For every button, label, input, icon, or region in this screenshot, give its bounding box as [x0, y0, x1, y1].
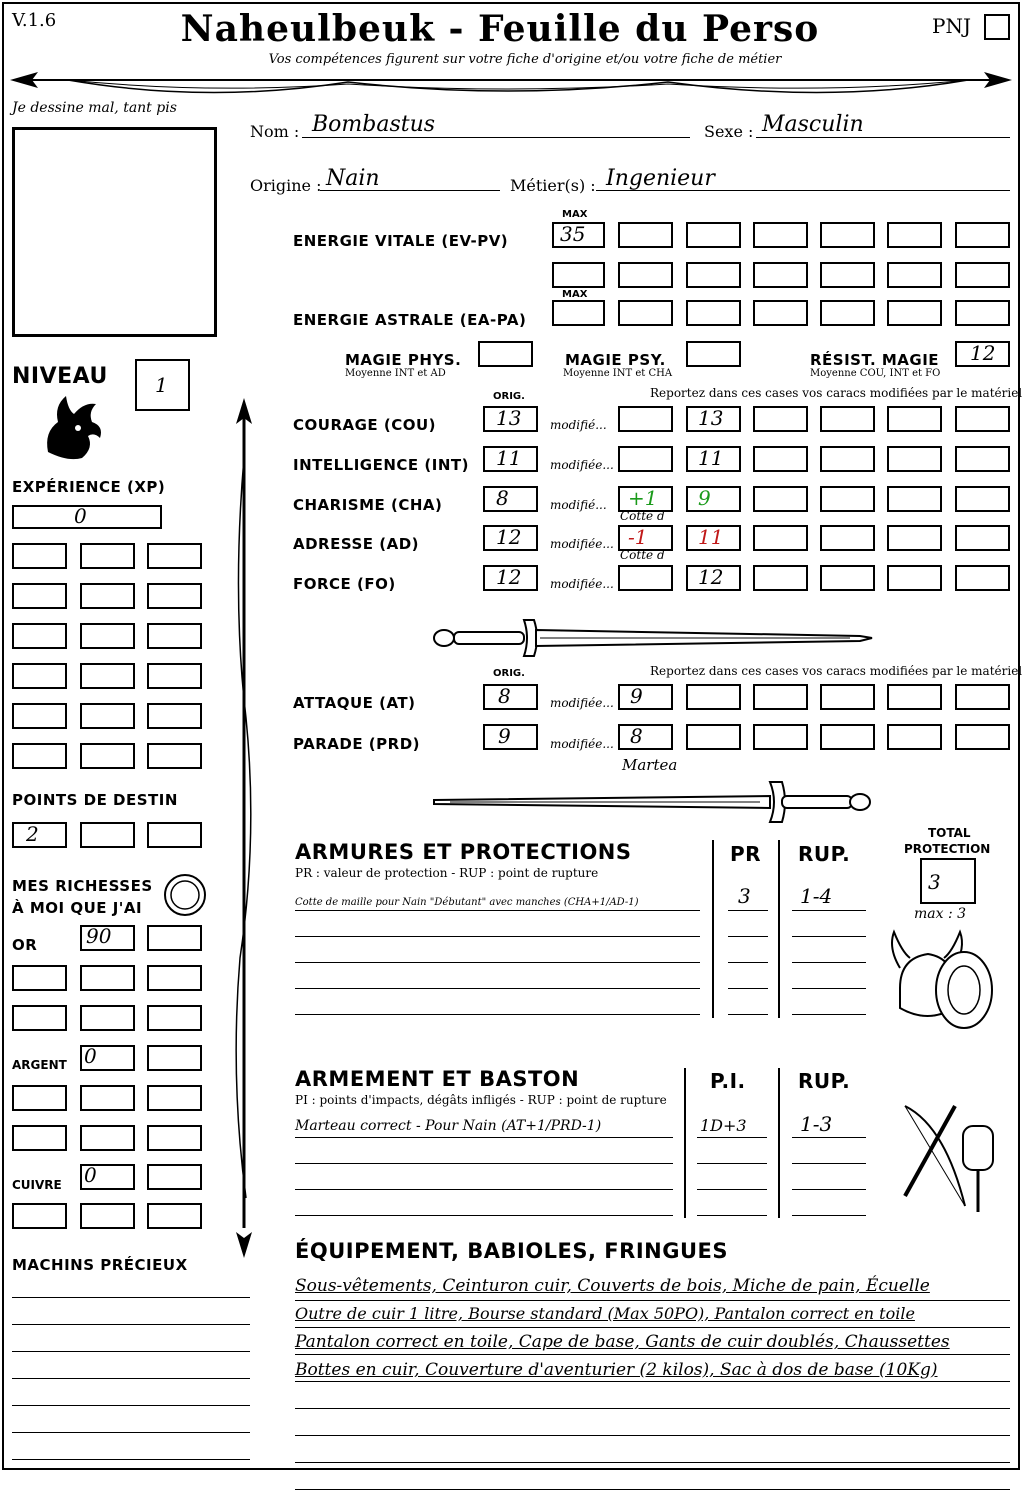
- ea-box[interactable]: [887, 300, 942, 326]
- weapons-icon: [885, 1096, 1007, 1216]
- armure-rup-line[interactable]: [792, 962, 866, 963]
- armement-title: ARMEMENT ET BASTON: [295, 1067, 580, 1091]
- pnj-label: PNJ: [932, 14, 971, 38]
- total-protection-max: max : 3: [914, 906, 967, 922]
- combat-extra-box[interactable]: [887, 684, 942, 710]
- sword-icon: [430, 614, 875, 660]
- at-mod-text: modifiée...: [550, 696, 614, 710]
- metier-label: Métier(s) :: [510, 176, 596, 195]
- carac-delta-value: +1: [628, 486, 658, 510]
- arme-item[interactable]: Marteau correct - Pour Nain (AT+1/PRD-1): [295, 1118, 602, 1134]
- combat-extra-box[interactable]: [686, 684, 741, 710]
- carac-orig-value: 12: [496, 525, 522, 549]
- ev-box[interactable]: [955, 222, 1010, 248]
- magie-phys-label: MAGIE PHYS.: [345, 351, 462, 369]
- carac-label: COURAGE (COU): [293, 416, 437, 434]
- money-box[interactable]: [80, 1125, 135, 1151]
- at-mod-value: 9: [630, 684, 643, 708]
- xp-grid-box[interactable]: [12, 663, 67, 689]
- total-protection-value: 3: [928, 870, 941, 894]
- equip-line[interactable]: [295, 1435, 1010, 1436]
- machins-line[interactable]: [12, 1378, 250, 1379]
- pi-header: P.I.: [710, 1069, 746, 1093]
- carac-orig-value: 8: [496, 486, 509, 510]
- carac-delta-box[interactable]: [618, 565, 673, 591]
- caracs-report-note: Reportez dans ces cases vos caracs modifiées par le matériel: [650, 386, 1023, 400]
- caracs-orig-label: ORIG.: [493, 391, 525, 402]
- origine-label: Origine :: [250, 176, 322, 195]
- or-value: 90: [86, 924, 112, 948]
- carac-extra-box[interactable]: [753, 446, 808, 472]
- at-orig-value: 8: [498, 684, 511, 708]
- carac-extra-box[interactable]: [820, 406, 875, 432]
- machins-line[interactable]: [12, 1432, 250, 1433]
- ev-box[interactable]: [552, 262, 605, 288]
- carac-extra-box[interactable]: [887, 446, 942, 472]
- carac-delta-note: Cotte d: [620, 509, 665, 523]
- combat-extra-box[interactable]: [753, 684, 808, 710]
- carac-extra-box[interactable]: [753, 525, 808, 551]
- carac-extra-box[interactable]: [820, 446, 875, 472]
- xp-grid-box[interactable]: [80, 703, 135, 729]
- carac-label: INTELLIGENCE (INT): [293, 456, 469, 474]
- money-box[interactable]: [147, 965, 202, 991]
- xp-grid-box[interactable]: [12, 703, 67, 729]
- magie-phys-note: Moyenne INT et AD: [345, 368, 446, 379]
- money-box[interactable]: [147, 1203, 202, 1229]
- carac-final-box[interactable]: [686, 486, 741, 512]
- armure-rup-line[interactable]: [792, 936, 866, 937]
- carac-final-value: 11: [698, 446, 724, 470]
- ev-box[interactable]: [887, 222, 942, 248]
- destin-value: 2: [26, 822, 39, 846]
- combat-extra-box[interactable]: [820, 684, 875, 710]
- spear-divider-icon: [8, 64, 1014, 104]
- combat-extra-box[interactable]: [955, 684, 1010, 710]
- carac-extra-box[interactable]: [955, 446, 1010, 472]
- xp-value: 0: [74, 504, 87, 528]
- xp-grid-box[interactable]: [147, 743, 202, 769]
- carac-delta-box[interactable]: [618, 446, 673, 472]
- or-box-2[interactable]: [147, 925, 202, 951]
- ev-box[interactable]: [753, 222, 808, 248]
- prd-mod-text: modifiée...: [550, 737, 614, 751]
- machins-line[interactable]: [12, 1351, 250, 1352]
- portrait-caption: Je dessine mal, tant pis: [12, 100, 177, 116]
- niveau-label: NIVEAU: [12, 364, 108, 389]
- armement-divider-2: [778, 1068, 780, 1218]
- arme-rup-line[interactable]: [792, 1137, 866, 1138]
- armure-item-rup[interactable]: 1-4: [800, 884, 833, 908]
- carac-delta-value: -1: [628, 525, 648, 549]
- prd-mod-value: 8: [630, 724, 643, 748]
- arme-item-rup[interactable]: 1-3: [800, 1112, 833, 1136]
- armure-pr-line[interactable]: [728, 962, 768, 963]
- sheet-title: Naheulbeuk - Feuille du Perso: [180, 8, 820, 50]
- magie-psy-note: Moyenne INT et CHA: [563, 368, 673, 379]
- arme-pi-line[interactable]: [697, 1163, 767, 1164]
- ev-box[interactable]: [887, 262, 942, 288]
- nom-value[interactable]: Bombastus: [312, 112, 436, 137]
- carac-extra-box[interactable]: [820, 486, 875, 512]
- carac-delta-box[interactable]: [618, 406, 673, 432]
- carac-orig-box[interactable]: [483, 486, 538, 512]
- ev-box[interactable]: [820, 222, 875, 248]
- or-label: OR: [12, 936, 38, 954]
- magie-psy-label: MAGIE PSY.: [565, 351, 666, 369]
- carac-orig-value: 13: [496, 406, 522, 430]
- prd-label: PARADE (PRD): [293, 735, 421, 753]
- xp-grid-box[interactable]: [80, 583, 135, 609]
- carac-mod-text: modifié...: [550, 418, 607, 432]
- machins-line[interactable]: [12, 1324, 250, 1325]
- ea-box[interactable]: [820, 300, 875, 326]
- money-box[interactable]: [80, 1085, 135, 1111]
- armures-divider-1: [712, 840, 714, 1018]
- machins-line[interactable]: [12, 1297, 250, 1298]
- sexe-value[interactable]: Masculin: [762, 112, 864, 137]
- ev-box[interactable]: [686, 262, 741, 288]
- money-box[interactable]: [12, 1125, 67, 1151]
- carac-orig-value: 12: [496, 565, 522, 589]
- armure-item[interactable]: Cotte de maille pour Nain "Débutant" avec manches (CHA+1/AD-1): [295, 897, 639, 908]
- machins-line[interactable]: [12, 1459, 250, 1460]
- equip-line-text[interactable]: Pantalon correct en toile, Cape de base, Gants de cuir doublés, Chaussettes: [295, 1332, 950, 1352]
- ev-box[interactable]: [618, 262, 673, 288]
- armement-rup-header: RUP.: [798, 1069, 851, 1093]
- metier-underline: [596, 190, 1010, 191]
- combat-orig-label: ORIG.: [493, 668, 525, 679]
- ev-max-value: 35: [560, 222, 586, 246]
- armure-pr-line[interactable]: [728, 936, 768, 937]
- carac-extra-box[interactable]: [955, 525, 1010, 551]
- machins-line[interactable]: [12, 1405, 250, 1406]
- money-box[interactable]: [80, 965, 135, 991]
- xp-grid-box[interactable]: [80, 623, 135, 649]
- equip-line[interactable]: [295, 1300, 1010, 1301]
- arme-rup-line[interactable]: [792, 1215, 866, 1216]
- carac-label: ADRESSE (AD): [293, 535, 420, 553]
- niveau-value: 1: [155, 373, 168, 397]
- destin-box-3[interactable]: [147, 822, 202, 848]
- equipement-title: ÉQUIPEMENT, BABIOLES, FRINGUES: [295, 1239, 728, 1263]
- ea-box[interactable]: [753, 300, 808, 326]
- carac-final-value: 11: [698, 525, 724, 549]
- ev-max-label: MAX: [562, 209, 588, 220]
- ea-max-label: MAX: [562, 289, 588, 300]
- carac-extra-box[interactable]: [753, 565, 808, 591]
- armure-line[interactable]: [295, 962, 700, 963]
- ea-box[interactable]: [618, 300, 673, 326]
- cuivre-value: 0: [84, 1163, 97, 1187]
- machins-label: MACHINS PRÉCIEUX: [12, 1256, 188, 1274]
- helmet-shield-icon: [888, 928, 998, 1038]
- sexe-underline: [756, 137, 1010, 138]
- pr-header: PR: [730, 842, 762, 866]
- carac-extra-box[interactable]: [887, 486, 942, 512]
- argent-value: 0: [84, 1044, 97, 1068]
- equip-line-text[interactable]: Outre de cuir 1 litre, Bourse standard (Max 50PO), Pantalon correct en toile: [295, 1304, 915, 1323]
- money-box[interactable]: [12, 1005, 67, 1031]
- xp-grid-box[interactable]: [12, 543, 67, 569]
- xp-grid-box[interactable]: [12, 743, 67, 769]
- armure-line[interactable]: [295, 936, 700, 937]
- arme-line[interactable]: [295, 1163, 673, 1164]
- sheet-subtitle: Vos compétences figurent sur votre fiche d'origine et/ou votre fiche de métier: [268, 52, 782, 67]
- prd-orig-value: 9: [498, 724, 511, 748]
- xp-grid-box[interactable]: [80, 663, 135, 689]
- xp-grid-box[interactable]: [147, 623, 202, 649]
- at-label: ATTAQUE (AT): [293, 694, 416, 712]
- carac-final-value: 9: [698, 486, 711, 510]
- richesses-label-2: À MOI QUE J'AI: [12, 899, 143, 917]
- combat-extra-box[interactable]: [955, 724, 1010, 750]
- xp-grid-box[interactable]: [12, 583, 67, 609]
- magie-phys-box[interactable]: [478, 341, 533, 367]
- equip-line[interactable]: [295, 1354, 1010, 1355]
- resist-magie-label: RÉSIST. MAGIE: [810, 351, 940, 369]
- carac-extra-box[interactable]: [887, 565, 942, 591]
- combat-report-note: Reportez dans ces cases vos caracs modifiées par le matériel: [650, 664, 1023, 678]
- nom-label: Nom :: [250, 122, 300, 141]
- ev-box[interactable]: [753, 262, 808, 288]
- arme-rup-line[interactable]: [792, 1163, 866, 1164]
- carac-extra-box[interactable]: [820, 565, 875, 591]
- combat-extra-box[interactable]: [753, 724, 808, 750]
- arme-item-pi[interactable]: 1D+3: [700, 1116, 747, 1135]
- equip-line[interactable]: [295, 1462, 1010, 1463]
- carac-extra-box[interactable]: [887, 525, 942, 551]
- carac-mod-text: modifiée...: [550, 577, 614, 591]
- xp-box[interactable]: [12, 505, 162, 529]
- resist-magie-note: Moyenne COU, INT et FO: [810, 368, 941, 379]
- equip-line[interactable]: [295, 1408, 1010, 1409]
- carac-mod-text: modifiée...: [550, 458, 614, 472]
- money-box[interactable]: [147, 1085, 202, 1111]
- xp-grid-box[interactable]: [147, 703, 202, 729]
- ev-box[interactable]: [686, 222, 741, 248]
- arme-line[interactable]: [295, 1137, 673, 1138]
- armure-rup-line[interactable]: [792, 988, 866, 989]
- money-box[interactable]: [80, 1005, 135, 1031]
- equip-line-text[interactable]: Bottes en cuir, Couverture d'aventurier (2 kilos), Sac à dos de base (10Kg): [295, 1360, 938, 1380]
- combat-note: Martea: [622, 756, 678, 774]
- xp-grid-box[interactable]: [147, 543, 202, 569]
- carac-extra-box[interactable]: [955, 565, 1010, 591]
- equip-line[interactable]: [295, 1381, 1010, 1382]
- arme-pi-line[interactable]: [697, 1215, 767, 1216]
- xp-grid-box[interactable]: [147, 663, 202, 689]
- nom-underline: [302, 137, 690, 138]
- equip-line-text[interactable]: Sous-vêtements, Ceinturon cuir, Couverts de bois, Miche de pain, Écuelle: [295, 1276, 930, 1296]
- sexe-label: Sexe :: [704, 122, 754, 141]
- ea-label: ENERGIE ASTRALE (EA-PA): [293, 311, 527, 329]
- carac-extra-box[interactable]: [955, 406, 1010, 432]
- carac-extra-box[interactable]: [887, 406, 942, 432]
- ev-label: ENERGIE VITALE (EV-PV): [293, 232, 509, 250]
- armures-note: PR : valeur de protection - RUP : point de rupture: [295, 866, 599, 880]
- sword-icon-2: [430, 778, 875, 824]
- ev-box[interactable]: [618, 222, 673, 248]
- xp-grid-box[interactable]: [80, 743, 135, 769]
- money-box[interactable]: [147, 1045, 202, 1071]
- carac-orig-value: 11: [496, 446, 522, 470]
- ea-box[interactable]: [955, 300, 1010, 326]
- carac-extra-box[interactable]: [955, 486, 1010, 512]
- destin-box-1[interactable]: [12, 822, 67, 848]
- portrait-box[interactable]: [12, 127, 217, 337]
- spear-icon: [224, 398, 264, 1258]
- prd-mod-box[interactable]: [618, 724, 673, 750]
- xp-grid-box[interactable]: [12, 623, 67, 649]
- total-protection-label-1: TOTAL: [928, 826, 971, 840]
- armures-title: ARMURES ET PROTECTIONS: [295, 840, 632, 864]
- armement-note: PI : points d'impacts, dégâts infligés - RUP : point de rupture: [295, 1093, 667, 1107]
- carac-final-value: 13: [698, 406, 724, 430]
- ev-box[interactable]: [820, 262, 875, 288]
- destin-label: POINTS DE DESTIN: [12, 791, 178, 809]
- ev-box[interactable]: [955, 262, 1010, 288]
- carac-label: CHARISME (CHA): [293, 496, 443, 514]
- money-box[interactable]: [12, 1085, 67, 1111]
- armure-pr-line[interactable]: [728, 910, 768, 911]
- arme-pi-line[interactable]: [697, 1137, 767, 1138]
- money-box[interactable]: [12, 1203, 67, 1229]
- arme-line[interactable]: [295, 1189, 673, 1190]
- armures-divider-2: [778, 840, 780, 1018]
- armure-item-pr[interactable]: 3: [738, 884, 751, 908]
- money-box[interactable]: [147, 1005, 202, 1031]
- carac-extra-box[interactable]: [820, 525, 875, 551]
- carac-extra-box[interactable]: [753, 406, 808, 432]
- armure-line[interactable]: [295, 988, 700, 989]
- xp-grid-box[interactable]: [147, 583, 202, 609]
- carac-delta-note: Cotte d: [620, 548, 665, 562]
- argent-label: ARGENT: [12, 1058, 67, 1072]
- xp-label: EXPÉRIENCE (XP): [12, 478, 166, 496]
- destin-box-2[interactable]: [80, 822, 135, 848]
- total-protection-label-2: PROTECTION: [904, 842, 991, 856]
- magie-psy-box[interactable]: [686, 341, 741, 367]
- armures-rup-header: RUP.: [798, 842, 851, 866]
- armure-pr-line[interactable]: [728, 988, 768, 989]
- resist-magie-value: 12: [970, 341, 996, 365]
- origine-underline: [320, 190, 500, 191]
- xp-grid-box[interactable]: [80, 543, 135, 569]
- at-mod-box[interactable]: [618, 684, 673, 710]
- combat-extra-box[interactable]: [686, 724, 741, 750]
- money-box[interactable]: [147, 1164, 202, 1190]
- armure-rup-line[interactable]: [792, 910, 866, 911]
- money-box[interactable]: [12, 965, 67, 991]
- ea-box[interactable]: [686, 300, 741, 326]
- armure-pr-line[interactable]: [728, 1014, 768, 1015]
- arme-line[interactable]: [295, 1215, 673, 1216]
- carac-label: FORCE (FO): [293, 575, 396, 593]
- combat-extra-box[interactable]: [820, 724, 875, 750]
- carac-extra-box[interactable]: [753, 486, 808, 512]
- money-box[interactable]: [80, 1203, 135, 1229]
- cuivre-label: CUIVRE: [12, 1178, 62, 1192]
- armure-line[interactable]: [295, 1014, 700, 1015]
- metier-value[interactable]: Ingenieur: [606, 166, 715, 191]
- origine-value[interactable]: Nain: [326, 166, 380, 191]
- carac-final-value: 12: [698, 565, 724, 589]
- pnj-checkbox[interactable]: [984, 14, 1010, 40]
- carac-mod-text: modifiée...: [550, 537, 614, 551]
- money-box[interactable]: [147, 1125, 202, 1151]
- arme-pi-line[interactable]: [697, 1189, 767, 1190]
- version-label: V.1.6: [12, 10, 57, 31]
- dragon-icon: [38, 392, 106, 464]
- arme-rup-line[interactable]: [792, 1189, 866, 1190]
- equip-line[interactable]: [295, 1327, 1010, 1328]
- carac-mod-text: modifié...: [550, 498, 607, 512]
- armement-divider-1: [684, 1068, 686, 1218]
- ea-max-box[interactable]: [552, 300, 605, 326]
- armure-rup-line[interactable]: [792, 1014, 866, 1015]
- combat-extra-box[interactable]: [887, 724, 942, 750]
- armure-line[interactable]: [295, 910, 700, 911]
- coin-icon: [162, 872, 208, 918]
- richesses-label-1: MES RICHESSES: [12, 877, 153, 895]
